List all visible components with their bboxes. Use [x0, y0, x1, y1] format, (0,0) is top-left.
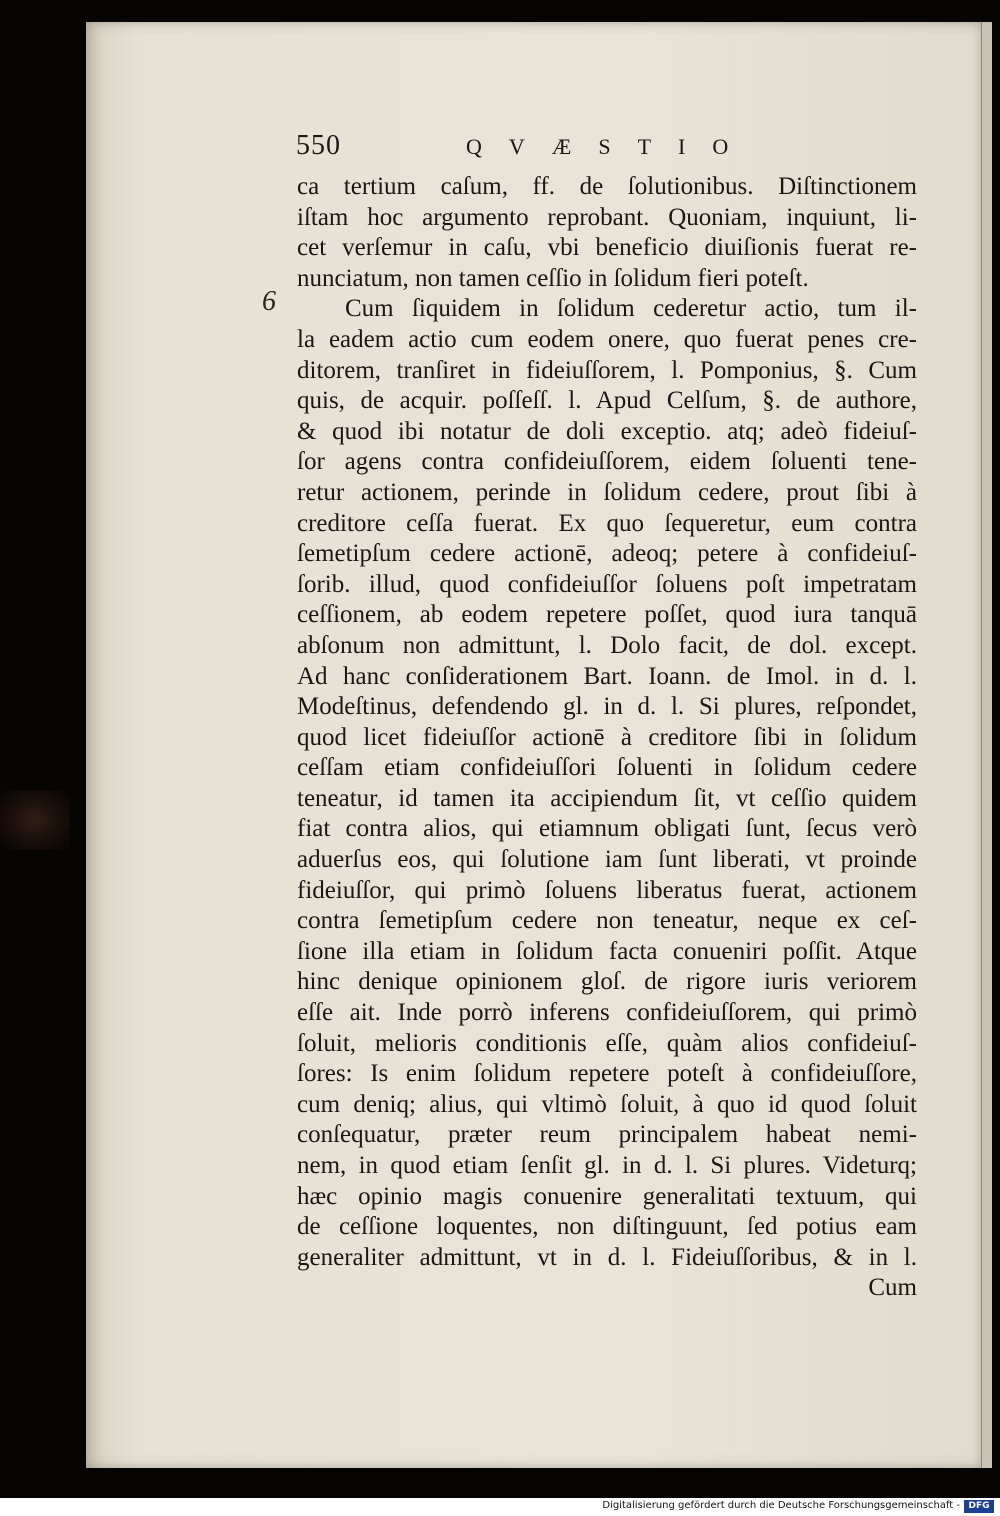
running-title: QVÆSTIO: [466, 134, 756, 159]
text-line: generaliter admittunt, vt in d. l. Fideiuſſoribus, & in l.: [297, 1243, 917, 1271]
text-line: Ad hanc conſiderationem Bart. Ioann. de Imol. in d. l.: [297, 662, 917, 690]
dfg-logo: DFG: [964, 1500, 994, 1513]
margin-note: 6: [262, 286, 276, 317]
text-line: retur actionem, perinde in ſolidum cedere, prout ſibi à: [297, 478, 917, 506]
text-line: iſtam hoc argumento reprobant. Quoniam, inquiunt, li-: [297, 203, 917, 231]
text-line: ceſſionem, ab eodem repetere poſſet, quod iura tanquā: [297, 601, 917, 629]
text-line: & quod ibi notatur de doli exceptio. atq; adeò fideiuſ-: [297, 417, 917, 445]
text-line: ca tertium caſum, ff. de ſolutionibus. Diſtinctionem: [297, 173, 917, 200]
text-line: ſemetipſum cedere actionē, adeoq; petere à confideiuſ-: [297, 540, 917, 568]
scan-stain: [0, 790, 70, 850]
text-line: Cum ſiquidem in ſolidum cederetur actio, tum il-: [345, 295, 917, 323]
text-line: hinc denique opinionem gloſ. de rigore iuris veriorem: [297, 968, 917, 996]
text-line: ſor agens contra confideiuſſorem, eidem ſoluenti tene-: [297, 448, 917, 476]
text-line: nunciatum, non tamen ceſſio in ſolidum fieri poteſt.: [297, 264, 809, 292]
text-line: Modeſtinus, defendendo gl. in d. l. Si plures, reſpondet,: [297, 693, 917, 721]
text-line: ſoluit, melioris conditionis eſſe, quàm alios confideiuſ-: [297, 1029, 917, 1057]
text-line: quis, de acquir. poſſeſſ. l. Apud Celſum, §. de authore,: [297, 387, 917, 415]
text-line: fideiuſſor, qui primò ſoluens liberatus fuerat, actionem: [297, 876, 917, 904]
text-line: ceſſam etiam confideiuſſori ſoluenti in ſolidum cedere: [297, 754, 917, 782]
body-text: [297, 172, 917, 1304]
text-line: aduerſus eos, qui ſolutione iam ſunt liberati, vt proinde: [297, 846, 917, 874]
page-edge: [981, 22, 992, 1468]
page-number: 550: [296, 130, 341, 161]
text-line: la eadem actio cum eodem onere, quo fuerat penes cre-: [297, 325, 917, 353]
text-line: conſequatur, præter reum principalem habeat nemi-: [297, 1121, 917, 1149]
text-line: nem, in quod etiam ſenſit gl. in d. l. Si plures. Videturq;: [297, 1152, 917, 1179]
footer-bar: [0, 1498, 1000, 1516]
text-line: eſſe ait. Inde porrò inferens confideiuſſorem, qui primò: [297, 999, 917, 1027]
text-line: quod licet fideiuſſor actionē à creditore ſibi in ſolidum: [297, 723, 917, 751]
text-line: ſorib. illud, quod confideiuſſor ſoluens poſt impetratam: [297, 570, 917, 598]
text-line: teneatur, id tamen ita accipiendum ſit, vt ceſſio quidem: [297, 784, 917, 812]
catchword: Cum: [868, 1274, 917, 1302]
text-line: fiat contra alios, qui etiamnum obligati ſunt, ſecus verò: [297, 815, 917, 843]
text-line: abſonum non admittunt, l. Dolo facit, de dol. except.: [297, 631, 917, 659]
text-line: cet verſemur in caſu, vbi beneficio diuiſionis fuerat re-: [297, 234, 917, 262]
text-line: hæc opinio magis conuenire generalitati textuum, qui: [297, 1182, 917, 1210]
digitization-credit: Digitalisierung gefördert durch die Deutsche Forschungsgemeinschaft -: [602, 1500, 960, 1511]
running-head: [296, 130, 916, 166]
text-line: ditorem, tranſiret in fideiuſſorem, l. Pomponius, §. Cum: [297, 356, 917, 384]
text-line: ſores: Is enim ſolidum repetere poteſt à confideiuſſore,: [297, 1060, 917, 1088]
text-line: creditore ceſſa fuerat. Ex quo ſequeretur, eum contra: [297, 509, 917, 537]
text-line: de ceſſione loquentes, non diſtinguunt, ſed potius eam: [297, 1213, 917, 1241]
text-line: contra ſemetipſum cedere non teneatur, neque ex ceſ-: [297, 907, 917, 935]
text-line: ſione illa etiam in ſolidum facta conueniri poſſit. Atque: [297, 937, 917, 965]
text-line: cum deniq; alius, qui vltimò ſoluit, à quo id quod ſoluit: [297, 1090, 917, 1118]
